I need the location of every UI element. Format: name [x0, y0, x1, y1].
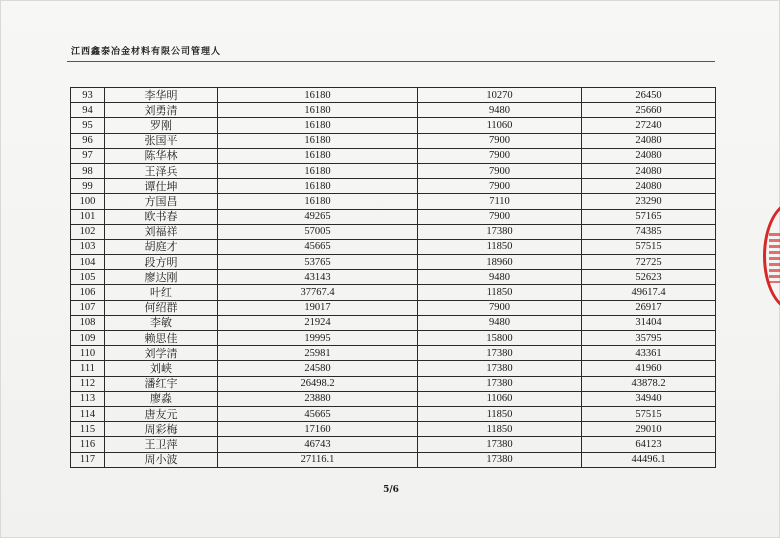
amount-b-cell: 11850: [418, 422, 582, 437]
name-cell: 廖淼: [105, 391, 218, 406]
name-cell: 周彩梅: [105, 422, 218, 437]
row-index-cell: 93: [71, 88, 105, 103]
total-cell: 23290: [582, 194, 716, 209]
amount-b-cell: 17380: [418, 452, 582, 467]
name-cell: 张国平: [105, 133, 218, 148]
table-row: [71, 88, 716, 103]
page-number: 5/6: [383, 485, 399, 495]
amount-a-cell: 45665: [218, 406, 418, 421]
red-seal-text-mark: [769, 233, 780, 283]
name-cell: 唐友元: [105, 406, 218, 421]
amount-a-cell: 16180: [218, 194, 418, 209]
row-index-cell: 97: [71, 148, 105, 163]
amount-a-cell: 16180: [218, 179, 418, 194]
amount-a-cell: 16180: [218, 133, 418, 148]
amount-a-cell: 49265: [218, 209, 418, 224]
table-row: [71, 163, 716, 178]
document-header: 江西鑫泰冶金材料有限公司管理人: [71, 47, 222, 57]
amount-a-cell: 16180: [218, 118, 418, 133]
table-row: [71, 300, 716, 315]
name-cell: 刘勇清: [105, 103, 218, 118]
total-cell: 24080: [582, 133, 716, 148]
amount-b-cell: 9480: [418, 270, 582, 285]
row-index-cell: 100: [71, 194, 105, 209]
total-cell: 35795: [582, 331, 716, 346]
total-cell: 26450: [582, 88, 716, 103]
table-row: [71, 285, 716, 300]
name-cell: 潘红宇: [105, 376, 218, 391]
table-row: [71, 361, 716, 376]
amount-a-cell: 16180: [218, 163, 418, 178]
amount-a-cell: 17160: [218, 422, 418, 437]
row-index-cell: 110: [71, 346, 105, 361]
amount-b-cell: 7900: [418, 163, 582, 178]
table-row: [71, 270, 716, 285]
amount-a-cell: 19995: [218, 331, 418, 346]
total-cell: 31404: [582, 315, 716, 330]
row-index-cell: 101: [71, 209, 105, 224]
name-cell: 刘福祥: [105, 224, 218, 239]
amount-a-cell: 21924: [218, 315, 418, 330]
total-cell: 43878.2: [582, 376, 716, 391]
name-cell: 何绍群: [105, 300, 218, 315]
creditor-table-body: [71, 88, 716, 468]
total-cell: 24080: [582, 179, 716, 194]
total-cell: 57515: [582, 239, 716, 254]
amount-a-cell: 24580: [218, 361, 418, 376]
table-row: [71, 103, 716, 118]
amount-a-cell: 27116.1: [218, 452, 418, 467]
row-index-cell: 114: [71, 406, 105, 421]
name-cell: 王卫萍: [105, 437, 218, 452]
header-divider: [67, 61, 715, 62]
amount-b-cell: 7900: [418, 300, 582, 315]
name-cell: 李华明: [105, 88, 218, 103]
name-cell: 叶红: [105, 285, 218, 300]
amount-a-cell: 43143: [218, 270, 418, 285]
amount-a-cell: 16180: [218, 88, 418, 103]
total-cell: 25660: [582, 103, 716, 118]
table-row: [71, 239, 716, 254]
row-index-cell: 115: [71, 422, 105, 437]
amount-b-cell: 7900: [418, 179, 582, 194]
total-cell: 34940: [582, 391, 716, 406]
total-cell: 57515: [582, 406, 716, 421]
amount-a-cell: 16180: [218, 103, 418, 118]
total-cell: 64123: [582, 437, 716, 452]
amount-b-cell: 9480: [418, 103, 582, 118]
row-index-cell: 98: [71, 163, 105, 178]
total-cell: 72725: [582, 255, 716, 270]
total-cell: 24080: [582, 163, 716, 178]
amount-b-cell: 7900: [418, 148, 582, 163]
name-cell: 廖达刚: [105, 270, 218, 285]
amount-b-cell: 11060: [418, 391, 582, 406]
creditor-table: [70, 87, 716, 468]
amount-b-cell: 7900: [418, 209, 582, 224]
amount-b-cell: 17380: [418, 224, 582, 239]
total-cell: 57165: [582, 209, 716, 224]
total-cell: 49617.4: [582, 285, 716, 300]
amount-b-cell: 7900: [418, 133, 582, 148]
amount-a-cell: 57005: [218, 224, 418, 239]
table-row: [71, 179, 716, 194]
table-row: [71, 194, 716, 209]
amount-b-cell: 11850: [418, 406, 582, 421]
table-row: [71, 315, 716, 330]
row-index-cell: 96: [71, 133, 105, 148]
row-index-cell: 104: [71, 255, 105, 270]
name-cell: 周小波: [105, 452, 218, 467]
row-index-cell: 113: [71, 391, 105, 406]
row-index-cell: 112: [71, 376, 105, 391]
name-cell: 刘峡: [105, 361, 218, 376]
total-cell: 27240: [582, 118, 716, 133]
name-cell: 赖思佳: [105, 331, 218, 346]
amount-b-cell: 15800: [418, 331, 582, 346]
amount-b-cell: 9480: [418, 315, 582, 330]
amount-b-cell: 17380: [418, 376, 582, 391]
amount-a-cell: 46743: [218, 437, 418, 452]
name-cell: 刘学清: [105, 346, 218, 361]
amount-b-cell: 11850: [418, 239, 582, 254]
name-cell: 王泽兵: [105, 163, 218, 178]
table-row: [71, 437, 716, 452]
table-row: [71, 376, 716, 391]
table-row: [71, 118, 716, 133]
amount-b-cell: 18960: [418, 255, 582, 270]
amount-a-cell: 37767.4: [218, 285, 418, 300]
name-cell: 方国昌: [105, 194, 218, 209]
row-index-cell: 106: [71, 285, 105, 300]
name-cell: 段方明: [105, 255, 218, 270]
total-cell: 29010: [582, 422, 716, 437]
amount-a-cell: 16180: [218, 148, 418, 163]
table-row: [71, 133, 716, 148]
total-cell: 41960: [582, 361, 716, 376]
amount-b-cell: 17380: [418, 437, 582, 452]
name-cell: 李敏: [105, 315, 218, 330]
table-row: [71, 452, 716, 467]
amount-b-cell: 11060: [418, 118, 582, 133]
table-row: [71, 209, 716, 224]
row-index-cell: 105: [71, 270, 105, 285]
row-index-cell: 116: [71, 437, 105, 452]
row-index-cell: 109: [71, 331, 105, 346]
name-cell: 陈华林: [105, 148, 218, 163]
amount-b-cell: 11850: [418, 285, 582, 300]
table-row: [71, 391, 716, 406]
row-index-cell: 107: [71, 300, 105, 315]
row-index-cell: 117: [71, 452, 105, 467]
table-row: [71, 224, 716, 239]
total-cell: 52623: [582, 270, 716, 285]
amount-a-cell: 23880: [218, 391, 418, 406]
table-row: [71, 406, 716, 421]
amount-b-cell: 17380: [418, 361, 582, 376]
total-cell: 43361: [582, 346, 716, 361]
amount-a-cell: 25981: [218, 346, 418, 361]
row-index-cell: 94: [71, 103, 105, 118]
amount-a-cell: 19017: [218, 300, 418, 315]
table-row: [71, 331, 716, 346]
table-row: [71, 422, 716, 437]
amount-b-cell: 17380: [418, 346, 582, 361]
amount-b-cell: 7110: [418, 194, 582, 209]
table-row: [71, 148, 716, 163]
name-cell: 罗刚: [105, 118, 218, 133]
table-row: [71, 255, 716, 270]
total-cell: 26917: [582, 300, 716, 315]
amount-b-cell: 10270: [418, 88, 582, 103]
name-cell: 欧书春: [105, 209, 218, 224]
amount-a-cell: 53765: [218, 255, 418, 270]
row-index-cell: 95: [71, 118, 105, 133]
total-cell: 44496.1: [582, 452, 716, 467]
row-index-cell: 99: [71, 179, 105, 194]
total-cell: 24080: [582, 148, 716, 163]
total-cell: 74385: [582, 224, 716, 239]
row-index-cell: 108: [71, 315, 105, 330]
amount-a-cell: 26498.2: [218, 376, 418, 391]
table-row: [71, 346, 716, 361]
name-cell: 胡庭才: [105, 239, 218, 254]
row-index-cell: 102: [71, 224, 105, 239]
amount-a-cell: 45665: [218, 239, 418, 254]
row-index-cell: 111: [71, 361, 105, 376]
row-index-cell: 103: [71, 239, 105, 254]
name-cell: 谭仕坤: [105, 179, 218, 194]
